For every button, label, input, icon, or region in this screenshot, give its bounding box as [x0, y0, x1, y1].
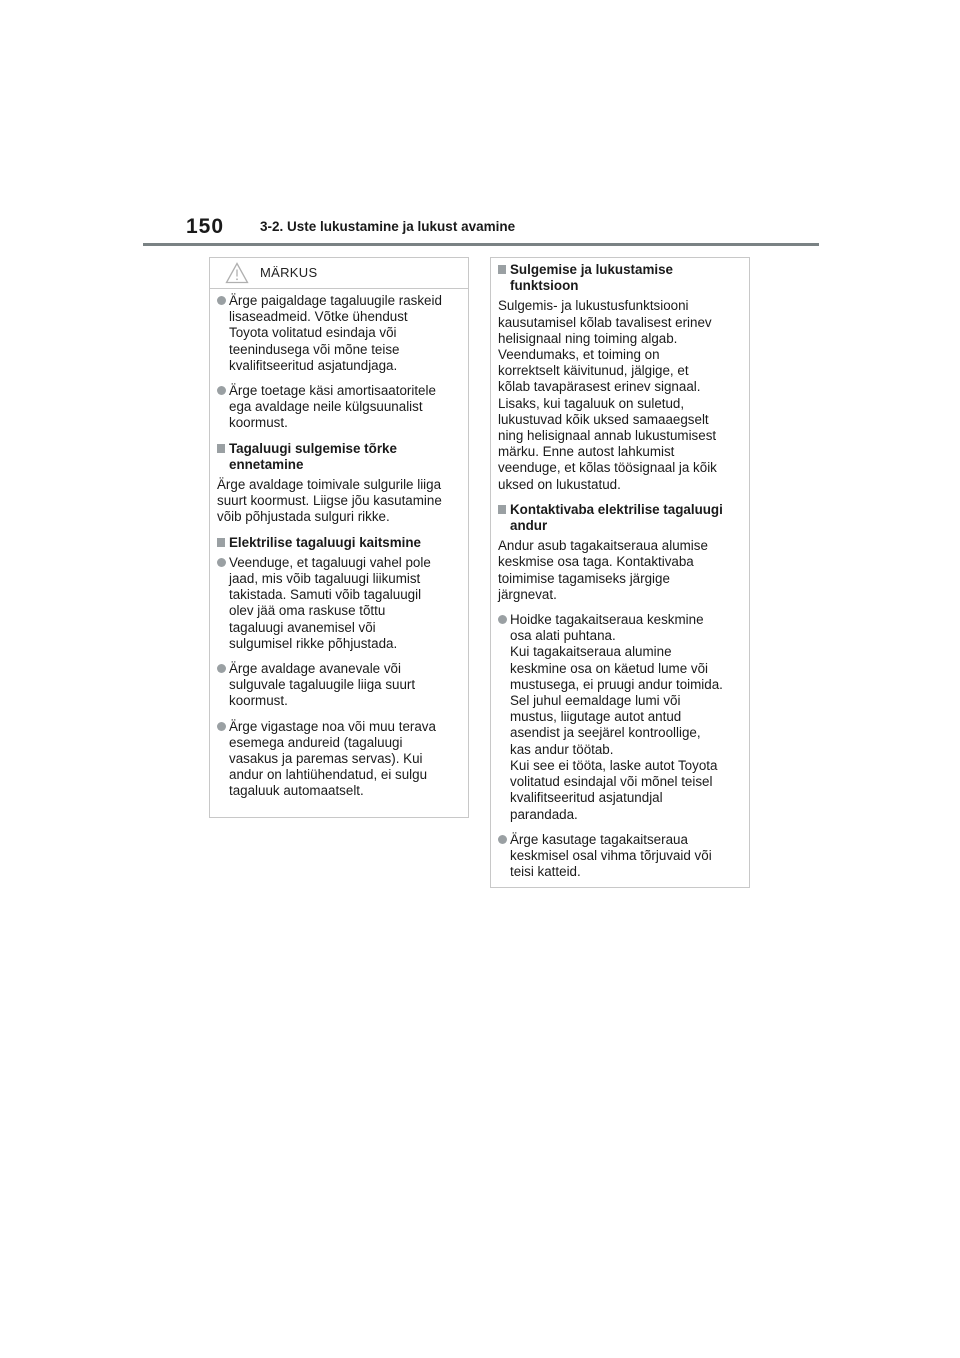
bullet-dot-icon — [217, 664, 226, 673]
text-line: Sulgemise ja lukustamise — [510, 262, 673, 277]
text-line: toimimise tagamiseks järgige — [498, 570, 670, 586]
page-number: 150 — [186, 215, 225, 238]
text-line: Ärge avaldage avanevale või — [229, 661, 401, 677]
paragraph — [217, 477, 461, 526]
notice-box — [209, 257, 469, 818]
text-line: lisaseadmeid. Võtke ühendust — [229, 309, 408, 325]
text-line: keskmisel osal vihma tõrjuvaid või — [510, 847, 712, 863]
text-line: Kui see ei tööta, laske autot Toyota — [510, 757, 718, 773]
text-line: tagaluugi avanemisel või — [229, 619, 376, 635]
bullet-item — [217, 719, 461, 800]
text-line: Ärge vigastage noa või muu terava — [229, 718, 436, 734]
bullet-dot-icon — [217, 722, 226, 731]
text-line: tagaluuk automaatselt. — [229, 783, 364, 799]
square-bullet-icon — [498, 265, 506, 274]
section-heading — [217, 535, 461, 551]
square-bullet-icon — [498, 505, 506, 514]
text-line: helisignaal ning toiming algab. — [498, 330, 678, 346]
text-line: võib põhjustada sulguri rikke. — [217, 509, 390, 525]
text-line: kvalifitseeritud asjatundjaga. — [229, 357, 398, 373]
text-line: Andur asub tagakaitseraua alumise — [498, 538, 708, 554]
text-line: korrektselt käivitunud, jälgige, et — [498, 363, 689, 379]
text-line: kvalifitseeritud asjatundjal — [510, 790, 663, 806]
text-line: andur on lahtiühendatud, ei sulgu — [229, 767, 428, 783]
square-bullet-icon — [217, 444, 225, 453]
section-heading — [498, 502, 742, 534]
text-line: Sel juhul eemaldage lumi või — [510, 693, 681, 709]
text-line: takistada. Samuti võib tagaluugil — [229, 587, 422, 603]
bullet-item — [217, 555, 461, 652]
text-line: Kontaktivaba elektrilise tagaluugi — [510, 501, 723, 517]
text-line: ennetamine — [229, 456, 304, 472]
text-line: Ärge toetage käsi amortisaatoritele — [229, 383, 436, 399]
text-line: esemega andureid (tagaluugi — [229, 734, 403, 750]
square-bullet-icon — [217, 538, 225, 547]
text-line: koormust. — [229, 693, 288, 709]
text-line: sulgumisel rikke põhjustada. — [229, 635, 398, 651]
text-line: sulguvale tagaluugile liiga suurt — [229, 677, 416, 693]
bullet-item — [217, 383, 461, 432]
bullet-dot-icon — [217, 296, 226, 305]
text-line: keskmine osa on käetud lume või — [510, 660, 708, 676]
text-line: kas andur töötab. — [510, 741, 614, 757]
text-line: Kui tagakaitseraua alumine — [510, 644, 672, 660]
text-line: kausutamisel kõlab tavalisest erinev — [498, 314, 712, 330]
text-line: Tagaluugi sulgemise tõrke — [229, 440, 397, 456]
warning-triangle-icon — [225, 262, 249, 284]
text-line: keskmise osa taga. Kontaktivaba — [498, 554, 694, 570]
text-line: teisi katteid. — [510, 864, 581, 880]
text-line: suurt koormust. Liigse jõu kasutamine — [217, 493, 442, 509]
notice-header — [210, 258, 468, 289]
text-line: jaad, mis võib tagaluugi liikumist — [229, 571, 421, 587]
notice-content — [210, 289, 468, 800]
text-line: teenindusega või mõne teise — [229, 341, 400, 357]
header-rule — [143, 243, 819, 246]
info-content — [491, 258, 749, 880]
text-line: andur — [510, 518, 548, 534]
paragraph — [498, 298, 742, 492]
text-line: märku. Enne autost lahkumist — [498, 444, 675, 460]
text-line: asendist ja seejärel kontroollige, — [510, 725, 701, 741]
text-line: Veenduge, et tagaluugi vahel pole — [229, 554, 431, 570]
text-line: vasakus ja paremas servas). Kui — [229, 751, 423, 767]
text-line: parandada. — [510, 806, 578, 822]
bullet-item — [498, 832, 742, 881]
text-line: ega avaldage neile külgsuunalist — [229, 399, 423, 415]
text-line: mustusega, ei pruugi andur toimida. — [510, 676, 723, 692]
bullet-dot-icon — [217, 558, 226, 567]
text-line: Ärge kasutage tagakaitseraua — [510, 831, 688, 847]
bullet-dot-icon — [498, 835, 507, 844]
section-heading — [498, 262, 742, 294]
bullet-item — [217, 661, 461, 710]
text-line: veenduge, et kõlas töösignaal ja kõik — [498, 460, 717, 476]
section-heading — [217, 441, 461, 473]
text-line: osa alati puhtana. — [510, 628, 616, 644]
text-line: Veendumaks, et toiming on — [498, 347, 660, 363]
paragraph — [498, 538, 742, 603]
text-line: Sulgemis- ja lukustusfunktsiooni — [498, 298, 689, 314]
text-line: Ärge paigaldage tagaluugile raskeid — [229, 293, 442, 308]
text-line: uksed on lukustatud. — [498, 476, 621, 492]
text-line: olev jää oma raskuse tõttu — [229, 603, 386, 619]
text-line: volitatud esindajal või mõnel teisel — [510, 774, 713, 790]
text-line: koormust. — [229, 415, 288, 431]
text-line: Ärge avaldage toimivale sulgurile liiga — [217, 477, 442, 493]
text-line: Elektrilise tagaluugi kaitsmine — [229, 534, 422, 550]
text-line: Toyota volitatud esindaja või — [229, 325, 397, 341]
bullet-dot-icon — [498, 615, 507, 624]
text-line: funktsioon — [510, 278, 579, 294]
text-line: lukustuvad kõik uksed samaaegselt — [498, 411, 709, 427]
text-line: järgnevat. — [498, 586, 557, 602]
text-line: kõlab tavapärasest erinev signaal. — [498, 379, 701, 395]
text-line: ning helisignaal annab lukustumisest — [498, 428, 717, 444]
text-line: Lisaks, kui tagaluuk on suletud, — [498, 395, 685, 411]
text-line: Hoidke tagakaitseraua keskmine — [510, 612, 704, 628]
bullet-item — [498, 612, 742, 823]
notice-title: MÄRKUS — [260, 265, 318, 280]
bullet-dot-icon — [217, 386, 226, 395]
text-line: mustus, liigutage autot antud — [510, 709, 682, 725]
info-box — [490, 257, 750, 888]
chapter-title: 3-2. Uste lukustamine ja lukust avamine — [260, 219, 516, 234]
bullet-item — [217, 293, 461, 374]
page-header — [186, 215, 826, 245]
